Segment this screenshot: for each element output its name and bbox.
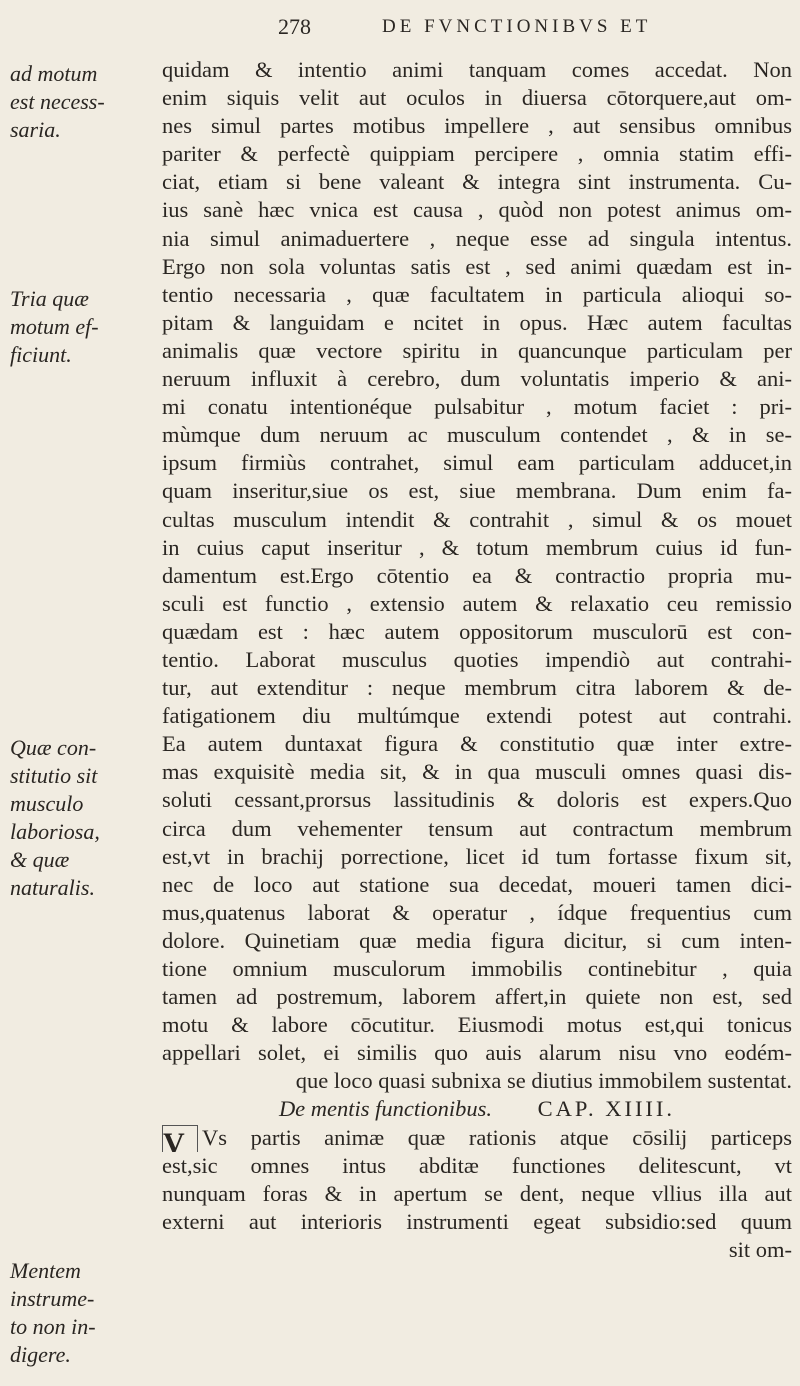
text-line: mas exquisitè media sit, & in qua musculi omnes quasi dis- <box>162 759 792 785</box>
text-line: damentum est.Ergo cōtentio ea & contractio propria mu- <box>162 562 792 588</box>
running-title: DE FVNCTIONIBVS ET <box>382 16 652 37</box>
text-line: quædam est : hæc autem oppositorum musculorū est con- <box>162 618 792 644</box>
text-line-content: Vs partis animæ quæ rationis atque cōsilij particeps <box>202 1124 792 1150</box>
text-line: ipsum firmiùs contrahet, simul eam particulam adducet,in <box>162 450 792 476</box>
text-line: neruum influxit à cerebro, dum voluntatis imperio & ani- <box>162 366 792 392</box>
page-number: 278 <box>278 14 311 39</box>
text-line: nes simul partes motibus impellere , aut sensibus omnibus <box>162 113 792 139</box>
text-line: tentio. Laborat musculus quoties impendiò aut contrahi- <box>162 646 792 672</box>
margin-note-line: digere. <box>10 1342 71 1367</box>
text-line: cultas musculum intendit & contrahit , simul & os mouet <box>162 506 792 532</box>
chapter-number: CAP. XIIII. <box>537 1096 676 1122</box>
text-line: quidam & intentio animi tanquam comes accedat. Non <box>162 57 792 82</box>
margin-note <box>10 60 160 144</box>
margin-note-line: instrume- <box>10 1286 95 1311</box>
body-text <box>162 56 792 1264</box>
chapter-title: De mentis functionibus. <box>278 1096 493 1122</box>
text-line: pitam & languidam e ncitet in opus. Hæc autem facultas <box>162 309 792 335</box>
text-line: animalis quæ vectore spiritu in quancunque particulam per <box>162 337 792 363</box>
margin-note-line: ficiunt. <box>10 342 72 367</box>
text-line <box>162 1124 792 1152</box>
margin-note-line: naturalis. <box>10 875 95 900</box>
margin-note-line: to non in- <box>10 1314 96 1339</box>
text-line: tione omnium musculorum immobilis continebitur , quia <box>162 956 792 981</box>
text-line: sculi est functio , extensio autem & relaxatio ceu remissio <box>162 590 792 616</box>
text-line: enim siquis velit aut oculos in diuersa cōtorquere,aut om- <box>162 85 792 111</box>
margin-note-line: laboriosa, <box>10 819 100 844</box>
text-line: mi conatu intentionéque pulsabitur , motum faciet : pri- <box>162 394 792 420</box>
text-line: nia simul animaduertere , neque esse ad singula intentus. <box>162 225 792 251</box>
text-line: est,vt in brachij porrectione, licet id tum fortasse fixum sit, <box>162 843 792 869</box>
text-line: Ergo non sola voluntas satis est , sed animi quædam est in- <box>162 253 792 279</box>
margin-note-line: & quæ <box>10 847 70 872</box>
text-line: mus,quatenus laborat & operatur , ídque frequentius cum <box>162 899 792 925</box>
margin-note-line: stitutio sit <box>10 763 98 788</box>
text-line: nunquam foras & in apertum se dent, neque vllius illa aut <box>162 1180 792 1206</box>
catchword: sit om- <box>728 1236 792 1262</box>
text-line: tamen ad postremum, laborem affert,in quiete non est, sed <box>162 984 792 1010</box>
margin-note-line: Mentem <box>10 1258 81 1283</box>
text-line: soluti cessant,prorsus lassitudinis & doloris est expers.Quo <box>162 787 792 813</box>
text-line: tur, aut extenditur : neque membrum citra laborem & de- <box>162 675 792 701</box>
text-line: est,sic omnes intus abditæ functiones delitescunt, vt <box>162 1152 792 1178</box>
margin-note-line: Quæ con- <box>10 735 97 760</box>
text-line: mùmque dum neruum ac musculum contendet , & in se- <box>162 422 792 448</box>
margin-note-line: ad motum <box>10 61 98 86</box>
margin-note-line: est necess- <box>10 89 105 114</box>
margin-note-line: motum ef- <box>10 314 99 339</box>
text-line: ciat, etiam si bene valeant & integra sint instrumenta. Cu- <box>162 169 792 195</box>
text-line: circa dum vehementer tensum aut contractum membrum <box>162 815 792 841</box>
text-line: appellari solet, ei similis quo auis alarum nisu vno eodém- <box>162 1040 792 1066</box>
text-line: quam inseritur,siue os est, siue membrana. Dum enim fa- <box>162 478 792 504</box>
page-header <box>0 10 800 40</box>
text-line: ius sanè hæc vnica est causa , quòd non potest animus om- <box>162 197 792 223</box>
text-line: que loco quasi subnixa se diutius immobilem sustentat. <box>295 1068 792 1094</box>
text-line: nec de loco aut statione sua decedat, moueri tamen dici- <box>162 871 792 897</box>
chapter-heading <box>162 1095 792 1123</box>
text-line: in cuius caput inseritur , & totum membrum cuius id fun- <box>162 534 792 560</box>
text-line: Ea autem duntaxat figura & constitutio quæ inter extre- <box>162 731 792 757</box>
text-line: motu & labore cōcutitur. Eiusmodi motus est,qui tonicus <box>162 1012 792 1038</box>
margin-note <box>10 1257 160 1369</box>
margin-note-line: Tria quæ <box>10 286 89 311</box>
text-line: externi aut interioris instrumenti egeat subsidio:sed quum <box>162 1208 792 1234</box>
margin-note <box>10 734 160 902</box>
text-line: dolore. Quinetiam quæ media figura dicitur, si cum inten- <box>162 927 792 953</box>
text-line: fatigationem diu multúmque extendi potest aut contrahi. <box>162 703 792 729</box>
drop-initial: V <box>162 1125 198 1152</box>
margin-note-line: saria. <box>10 117 61 142</box>
text-line: pariter & perfectè quippiam percipere , omnia statim effi- <box>162 141 792 167</box>
text-line: tentio necessaria , quæ facultatem in particula alioqui so- <box>162 281 792 307</box>
margin-note <box>10 285 160 369</box>
margin-note-line: musculo <box>10 791 84 816</box>
